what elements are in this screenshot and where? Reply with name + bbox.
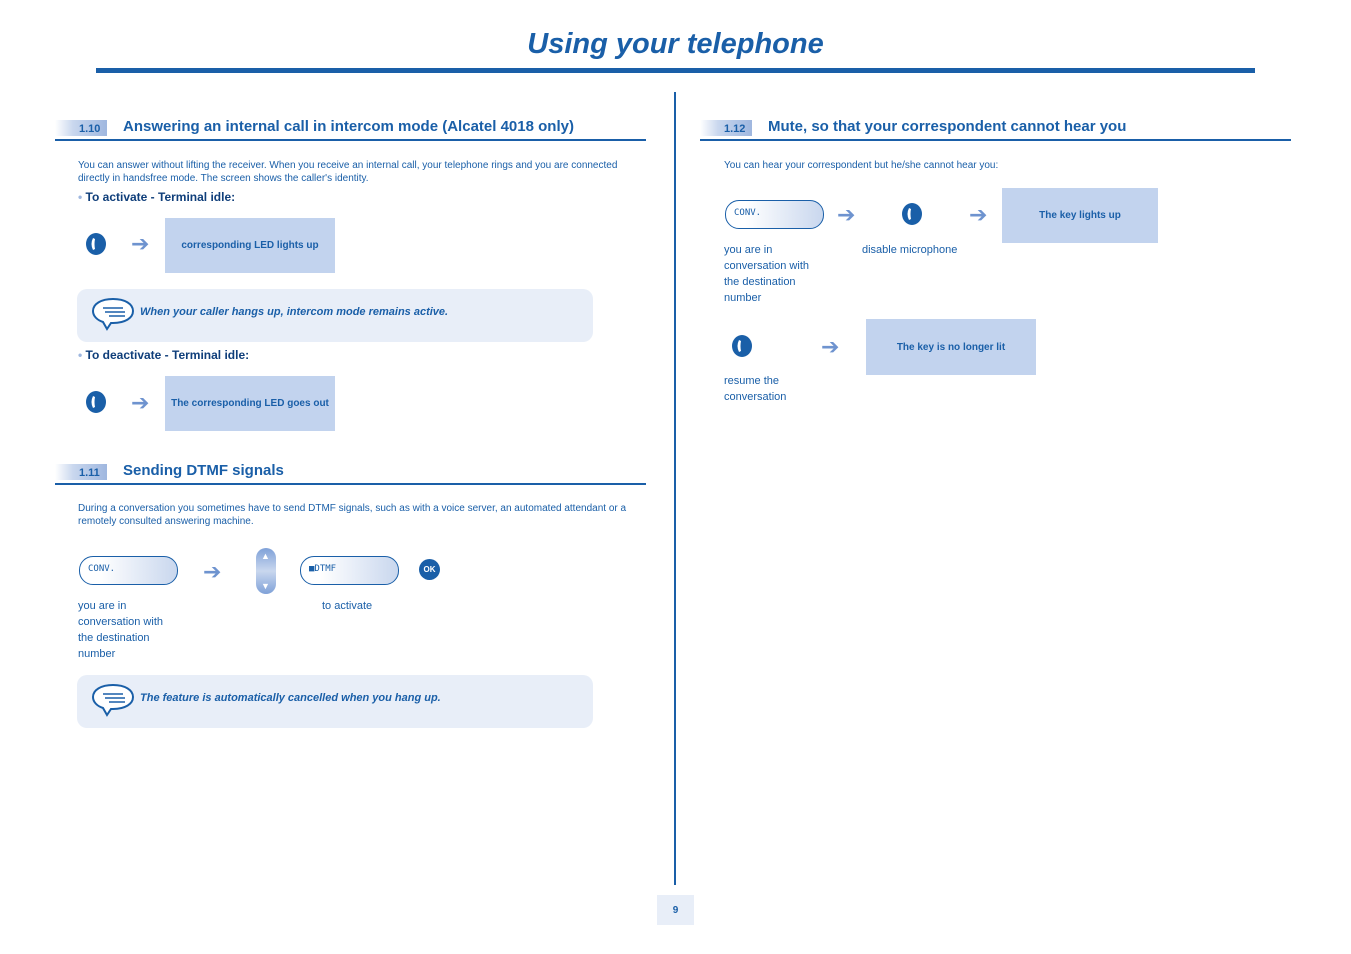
section-1-11-heading — [55, 462, 646, 484]
conv-display — [725, 200, 824, 229]
down-arrow-icon: ▼ — [261, 581, 270, 591]
right-arrow-icon: ➔ — [131, 231, 150, 256]
section-title: Mute, so that your correspondent cannot hear you — [768, 118, 1127, 135]
page-number: 9 — [657, 895, 694, 925]
section-number-badge — [55, 120, 107, 136]
speech-bubble-icon — [91, 683, 135, 717]
section-intro: You can hear your correspondent but he/she cannot hear you: — [724, 160, 999, 171]
handset-key-icon[interactable] — [901, 202, 923, 226]
section-1-10-heading — [55, 118, 646, 140]
section-number: 1.12 — [724, 123, 746, 135]
display-text: CONV. — [88, 564, 116, 574]
page-title: Using your telephone — [527, 28, 824, 60]
section-number-badge — [55, 464, 107, 480]
note-text: When your caller hangs up, intercom mode remains active. — [140, 306, 449, 318]
key-no-longer-lit-box: The key is no longer lit — [866, 319, 1036, 375]
section-title: Answering an internal call in intercom mode (Alcatel 4018 only) — [123, 118, 574, 135]
right-arrow-icon: ➔ — [969, 202, 988, 227]
right-arrow-icon: ➔ — [203, 559, 222, 584]
bullet-dot-icon: • — [78, 190, 86, 204]
caption-disable-microphone: disable microphone — [862, 244, 958, 256]
section-title: Sending DTMF signals — [123, 462, 284, 479]
handset-key-icon[interactable] — [731, 334, 753, 358]
activate-label-text: To activate - Terminal idle: — [85, 190, 236, 204]
caption-activate: to activate — [322, 600, 373, 612]
title-rule — [96, 68, 1255, 73]
bullet-dot-icon: • — [78, 348, 86, 362]
caption-conversation: you are in conversation with the destination number — [78, 600, 163, 660]
section-number: 1.10 — [79, 123, 101, 135]
caption-conversation: you are in conversation with the destination number — [724, 244, 809, 304]
display-text: CONV. — [734, 208, 762, 218]
section-intro: During a conversation you sometimes have to send DTMF signals, such as with a voice server, an automated attendant or a remotely consulted answering machine. — [78, 503, 627, 527]
section-rule — [55, 139, 646, 141]
section-rule — [55, 483, 646, 485]
right-arrow-icon: ➔ — [131, 390, 150, 415]
speech-bubble-icon — [91, 297, 135, 331]
deactivate-label-text: To deactivate - Terminal idle: — [85, 348, 250, 362]
ok-button[interactable]: OK — [419, 559, 440, 580]
dtmf-display-key[interactable] — [300, 556, 399, 585]
section-number-badge — [700, 120, 752, 136]
deactivate-label — [78, 348, 249, 362]
column-divider — [674, 92, 676, 885]
note-box-2 — [77, 675, 593, 728]
right-arrow-icon: ➔ — [837, 202, 856, 227]
activate-label — [78, 190, 235, 204]
note-text: The feature is automatically cancelled when you hang up. — [140, 692, 441, 704]
conv-display — [79, 556, 178, 585]
handset-key-icon[interactable] — [85, 390, 107, 414]
right-arrow-icon: ➔ — [821, 334, 840, 359]
handset-key-icon[interactable] — [85, 232, 107, 256]
activate-result-box: corresponding LED lights up — [165, 218, 335, 273]
section-number: 1.11 — [79, 467, 100, 479]
section-1-12-heading — [700, 118, 1291, 140]
deactivate-result-box: The corresponding LED goes out — [165, 376, 335, 431]
note-box-1 — [77, 289, 593, 342]
section-intro: You can answer without lifting the receiver. When you receive an internal call, your telephone rings and you are connected directly in handsfree mode. The screen shows the caller's identity. — [78, 160, 618, 184]
display-text: ■DTMF — [309, 564, 337, 574]
caption-resume: resume the conversation — [724, 375, 787, 403]
key-lights-up-box: The key lights up — [1002, 188, 1158, 243]
section-rule — [700, 139, 1291, 141]
up-arrow-icon: ▲ — [261, 551, 270, 561]
up-down-navigator-icon[interactable] — [256, 548, 276, 594]
